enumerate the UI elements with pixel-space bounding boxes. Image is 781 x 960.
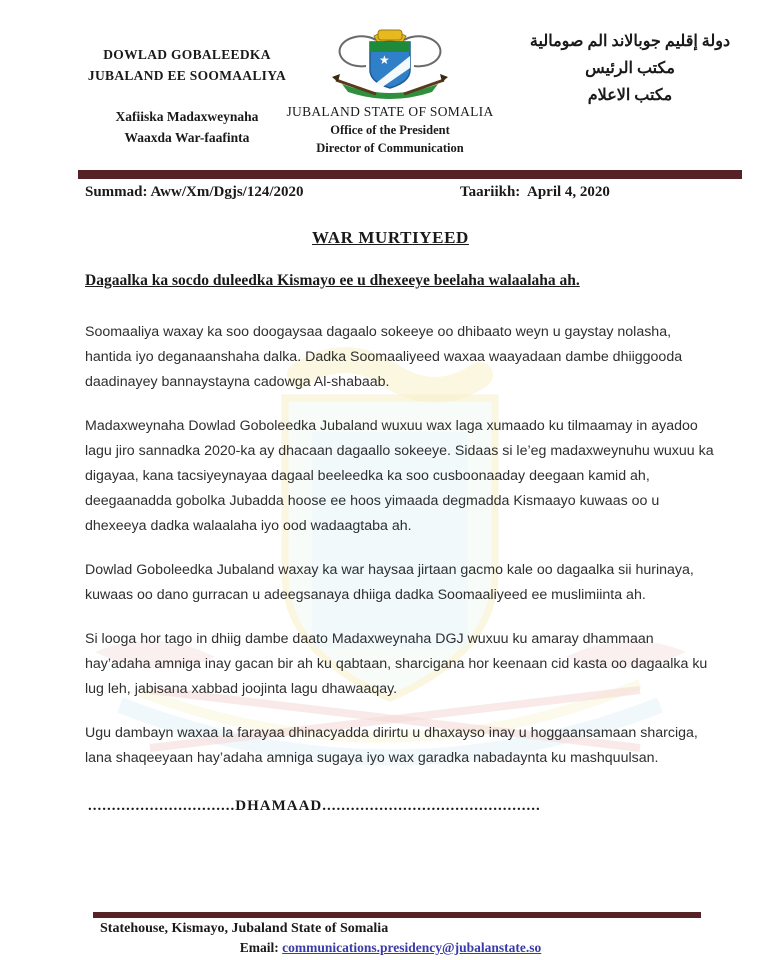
header-office-english: [258, 103, 522, 157]
org-name-line1: DOWLAD GOBALEEDKA: [103, 47, 271, 62]
paragraph-5: Ugu dambayn waxaa la farayaa dhinacyadda dirirtu u dhaxayso inay u hoggaansamaan sharciga, lana shaqeeyaan hay’adaha amniga sugaya iyo wax garadka nabadaynta ku mashquulsan.: [85, 725, 698, 766]
date-field: [460, 184, 610, 201]
footer-address: Statehouse, Kismayo, Jubaland State of Somalia: [100, 921, 389, 936]
closing-dots-left: ...............................: [88, 798, 236, 814]
arabic-line1: دولة إقليم جوبالاند الم صومالية: [529, 33, 731, 50]
arabic-line3: مكتب الاعلام: [587, 87, 673, 104]
summad-label: Summad:: [85, 184, 148, 200]
reference-row: [85, 184, 715, 201]
header-org-name: [72, 44, 302, 86]
summad-value: Aww/Xm/Dgjs/124/2020: [150, 184, 304, 200]
footer-email-row: [0, 940, 781, 956]
office-somali-line2: Waaxda War-faafinta: [124, 130, 250, 145]
date-value: April 4, 2020: [527, 184, 610, 200]
closing-line: [88, 798, 708, 815]
state-name: JUBALAND STATE OF SOMALIA: [286, 104, 494, 119]
body-text: [85, 320, 717, 790]
director-of-communication: Director of Communication: [316, 141, 464, 155]
paragraph-1: Soomaaliya waxay ka soo doogaysaa dagaalo sokeeye oo dhibaato weyn u gaystay nolasha, hantida iyo deganaanshaha dalka. Dadka Soomaaliyeed waxaa waayadaan dambe dhiiggooda daadinayey bannaystayna cadowga Al-shabaab.: [85, 324, 683, 390]
office-somali-line1: Xafiiska Madaxweynaha: [115, 109, 259, 124]
office-of-president: Office of the President: [330, 123, 450, 137]
header-arabic: [492, 28, 768, 109]
paragraph-3: Dowlad Goboleedka Jubaland waxay ka war haysaa jirtaan gacmo kale oo dagaalka sii hurinaya, kuwaas oo dano gurracan u adeegsanaya dhiiga dadka Soomaaliyeed ee muslimiinta ah.: [85, 562, 694, 603]
paragraph-4: Si looga hor tago in dhiig dambe daato Madaxweynaha DGJ wuxuu ku amaray dhammaan hay’adaha amniga inay gacan bir ah ku qabtaan, sharcigana hor keenaan cid kasta oo dagaalka ku lug leh, jabisana xabbad joojinta lagu dhawaaqay.: [85, 631, 708, 697]
closing-label: DHAMAAD: [235, 798, 323, 814]
paragraph-2: Madaxweynaha Dowlad Goboleedka Jubaland wuxuu wax laga xumaado ku tilmaamay in ayadoo lagu jiro sannadka 2020-ka ay dhacaan dagaallo sokeeye. Sidaas si le’eg madaxweynuhu wuxuu ka digayaa, kana tacsiyeynayaa dagaal beeleedka ka soo cusboonaaday deegaan kamid ah, deegaanadda gobolka Jubadda hoose ee hoos yimaada degmadda Kismaayo kuwaas oo u dhexeeya dadka walaalaha iyo ood wadaagtaba ah.: [85, 418, 714, 534]
svg-text:★: ★: [379, 53, 390, 67]
arabic-line2: مكتب الرئيس: [585, 60, 675, 77]
document-subject: Dagaalka ka socdo duleedka Kismayo ee u dhexeeye beelaha walaalaha ah.: [85, 272, 580, 289]
email-label: Email:: [239, 940, 279, 955]
date-label: Taariikh:: [460, 184, 521, 200]
closing-dots-right: ..............................................: [322, 798, 541, 814]
bottom-rule-bar: [93, 912, 701, 918]
top-rule-bar: [78, 170, 742, 179]
document-title: WAR MURTIYEED: [312, 228, 469, 247]
jubaland-emblem-icon: [322, 28, 458, 104]
email-link[interactable]: communications.presidency@jubalanstate.so: [282, 940, 542, 955]
org-name-line2: JUBALAND EE SOOMAALIYA: [87, 68, 287, 83]
